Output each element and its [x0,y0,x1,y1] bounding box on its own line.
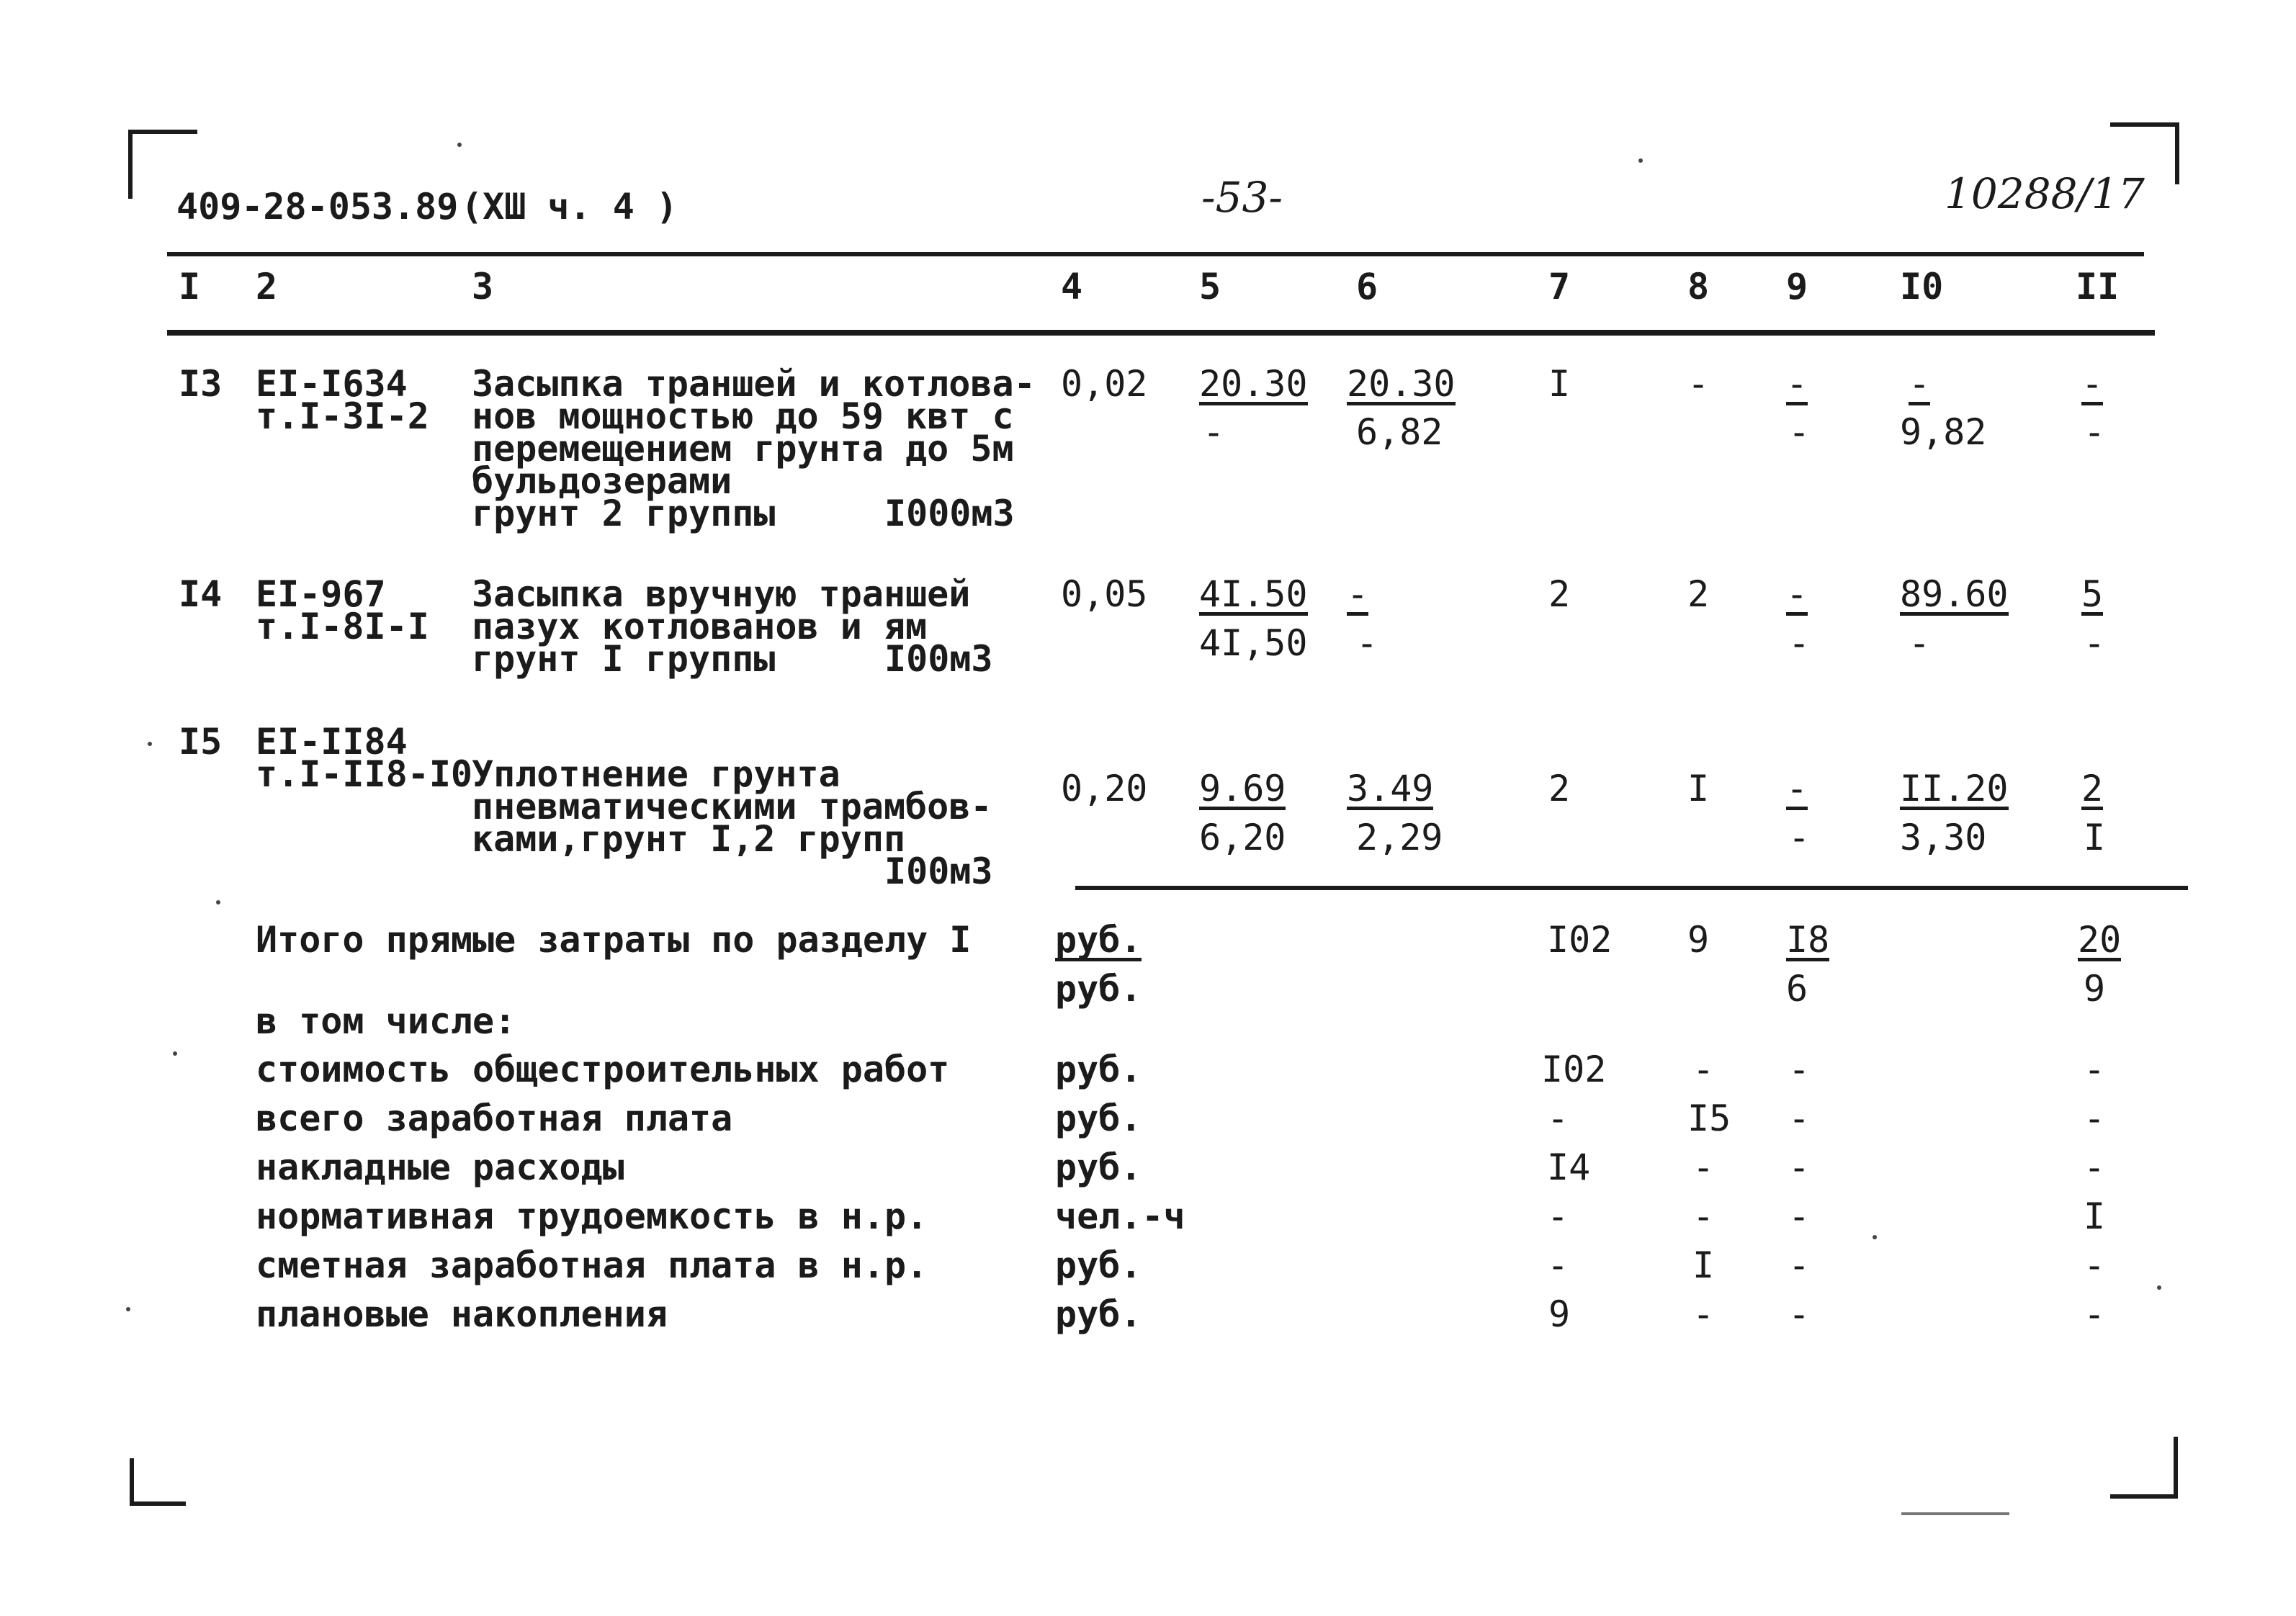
cell-value: I [2084,817,2106,858]
breakdown-value: - [1788,1244,1811,1286]
cell-value: I [1687,768,1710,809]
cell-value: - [1786,363,1808,405]
total-unit: руб. [1055,968,1142,1010]
breakdown-label: сметная заработная плата в н.р. [256,1244,928,1286]
cell-value: - [1909,363,1931,405]
breakdown-value: I [2084,1195,2106,1237]
breakdown-value: - [2084,1293,2106,1335]
breakdown-unit: руб. [1055,1244,1142,1286]
cell-value: - [1788,817,1811,858]
cell-value: - [1687,363,1710,405]
cell-value: 2 [1548,573,1571,615]
breakdown-value: - [1788,1195,1811,1237]
breakdown-label: плановые накопления [256,1293,668,1335]
total-value: 20 [2078,919,2122,961]
breakdown-label: стоимость общестроительных работ [256,1049,950,1090]
work-description-line: Уплотнение грунта [472,753,840,795]
total-value: 9 [2084,968,2106,1010]
work-description-line: ками,грунт I,2 групп [472,818,906,860]
measurement-unit: I000м3 [884,493,1015,534]
section-total-label: Итого прямые затраты по разделу I [256,919,972,961]
quantity-value: 0,20 [1061,768,1148,809]
quantity-value: 0,02 [1061,363,1148,405]
total-value: I8 [1786,919,1830,961]
scan-speck [148,742,152,746]
column-header-2: 2 [256,266,278,308]
breakdown-value: - [1692,1195,1715,1237]
cell-value: 2 [2081,768,2104,809]
document-part: (XШ ч. 4 ) [461,186,678,228]
page-number: -53- [1201,173,1283,222]
cell-value: 6,20 [1199,817,1286,858]
cell-value: - [1788,411,1811,453]
measurement-unit: I00м3 [884,638,993,680]
breakdown-value: I [1692,1244,1715,1286]
cell-value: 20.30 [1347,363,1456,405]
breakdown-value: - [1692,1049,1715,1090]
corner-mark-bottom-right [2110,1437,2178,1499]
work-description-line: перемещением грунта до 5м [472,428,1014,470]
scan-speck [126,1307,130,1311]
column-header-7: 7 [1548,266,1571,308]
cell-value: 20.30 [1199,363,1308,405]
breakdown-value: - [1547,1195,1569,1237]
cell-value: - [2084,411,2106,453]
row-number: I4 [179,573,223,615]
corner-mark-bottom-left [130,1458,186,1506]
total-value: I02 [1547,919,1613,961]
cell-value: - [1788,622,1811,664]
breakdown-unit: руб. [1055,1049,1142,1090]
work-description-line: Засыпка вручную траншей [472,573,971,615]
breakdown-value: - [1692,1146,1715,1188]
soil-group: грунт I группы [472,638,776,680]
subtotal-rule [1075,886,2188,890]
cell-value: 4I.50 [1199,573,1308,615]
quantity-value: 0,05 [1061,573,1148,615]
cell-value: 2 [1687,573,1710,615]
cell-value: 9.69 [1199,768,1286,809]
norm-code: EI-967 [256,573,386,615]
table-reference: т.I-II8-I0 [256,753,473,795]
cell-value: - [1786,573,1808,615]
breakdown-value: - [1692,1293,1715,1335]
scan-speck [2157,1285,2161,1290]
cell-value: - [2084,622,2106,664]
norm-code: EI-I634 [256,363,408,405]
breakdown-value: - [1788,1293,1811,1335]
cell-value: - [1347,573,1369,615]
breakdown-value: - [1547,1097,1569,1139]
column-header-8: 8 [1687,266,1710,308]
breakdown-value: - [1547,1244,1569,1286]
cell-value: - [1786,768,1808,809]
column-header-3: 3 [472,266,494,308]
cell-value: II.20 [1900,768,2009,809]
total-value: 6 [1786,968,1808,1010]
breakdown-unit: чел.-ч [1055,1195,1185,1237]
work-description-line: нов мощностью до 59 квт с [472,395,1014,437]
cell-value: - [1356,622,1378,664]
scan-mark [1901,1512,2009,1515]
cell-value: - [2081,363,2104,405]
breakdown-value: - [2084,1244,2106,1286]
cell-value: - [1203,411,1225,453]
column-header-4: 4 [1061,266,1083,308]
sheet-reference: 10288/17 [1945,169,2145,218]
scan-speck [216,900,220,904]
column-header-6: 6 [1356,266,1378,308]
breakdown-value: I4 [1547,1146,1591,1188]
table-reference: т.I-3I-2 [256,395,429,437]
total-value: 9 [1687,919,1710,961]
table-reference: т.I-8I-I [256,606,429,647]
column-header-11: II [2076,266,2120,308]
breakdown-value: - [2084,1146,2106,1188]
cell-value: 2,29 [1356,817,1443,858]
breakdown-value: I5 [1687,1097,1731,1139]
work-description-line: Засыпка траншей и котлова- [472,363,1036,405]
breakdown-value: - [1788,1049,1811,1090]
cell-value: 89.60 [1900,573,2009,615]
scan-speck [1638,158,1643,163]
breakdown-label: накладные расходы [256,1146,624,1188]
measurement-unit: I00м3 [884,850,993,892]
cell-value: 2 [1548,768,1571,809]
table-top-rule [167,252,2144,256]
cell-value: 4I,50 [1199,622,1308,664]
cell-value: 3.49 [1347,768,1434,809]
including-label: в том числе: [256,1000,516,1042]
breakdown-label: нормативная трудоемкость в н.р. [256,1195,928,1237]
breakdown-label: всего заработная плата [256,1097,733,1139]
work-description-line: пазух котлованов и ям [472,606,928,647]
column-header-9: 9 [1786,266,1808,308]
row-number: I5 [179,721,223,763]
column-header-5: 5 [1199,266,1221,308]
work-description-line: бульдозерами [472,460,732,502]
breakdown-value: - [2084,1049,2106,1090]
scan-speck [1873,1235,1877,1239]
total-unit: руб. [1055,919,1142,961]
norm-code: EI-II84 [256,721,408,763]
cell-value: 6,82 [1356,411,1443,453]
soil-group: грунт 2 группы [472,493,776,534]
cell-value: - [1909,622,1931,664]
cell-value: 9,82 [1900,411,1987,453]
table-header-rule [167,330,2155,336]
breakdown-unit: руб. [1055,1293,1142,1335]
breakdown-value: - [2084,1097,2106,1139]
cell-value: I [1548,363,1571,405]
breakdown-value: - [1788,1097,1811,1139]
document-code: 409-28-053.89 [176,186,459,228]
breakdown-value: 9 [1548,1293,1571,1335]
column-header-10: I0 [1900,266,1944,308]
work-description-line: пневматическими трамбов- [472,786,992,827]
breakdown-value: I02 [1541,1049,1607,1090]
column-header-1: I [179,266,201,308]
scan-speck [173,1051,177,1056]
breakdown-value: - [1788,1146,1811,1188]
cell-value: 3,30 [1900,817,1987,858]
row-number: I3 [179,363,223,405]
cell-value: 5 [2081,573,2104,615]
scan-speck [457,143,462,147]
breakdown-unit: руб. [1055,1097,1142,1139]
breakdown-unit: руб. [1055,1146,1142,1188]
